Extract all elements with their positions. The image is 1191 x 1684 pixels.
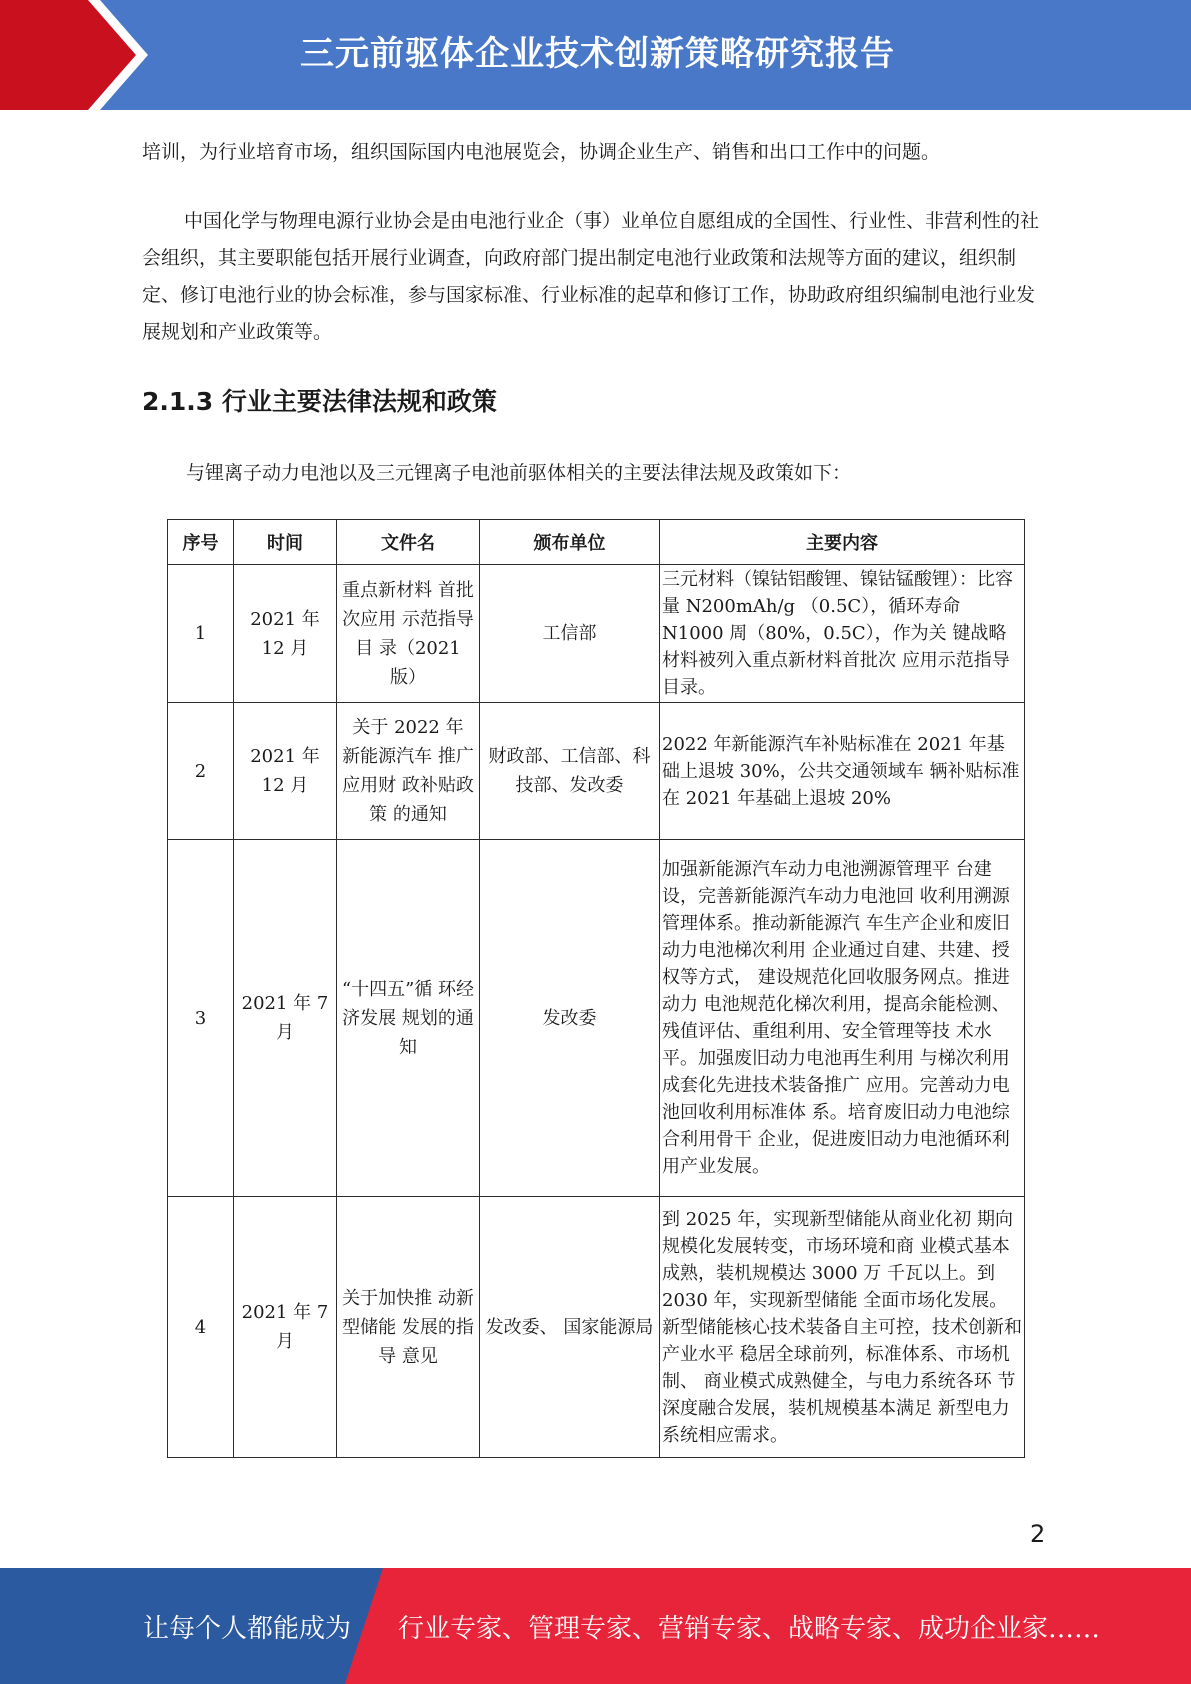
column-header-issuer: 颁布单位: [480, 520, 660, 565]
section-heading: 2.1.3 行业主要法律法规和政策: [142, 387, 497, 416]
cell-issuer: 发改委: [480, 840, 660, 1197]
paragraph-continuation: 培训，为行业培育市场，组织国际国内电池展览会，协调企业生产、销售和出口工作中的问题。: [142, 141, 941, 163]
column-header-content: 主要内容: [660, 520, 1025, 565]
page-footer: [0, 1568, 1191, 1684]
table-row: [168, 565, 1025, 703]
cell-issuer: 发改委、 国家能源局: [480, 1197, 660, 1458]
cell-issuer: 财政部、工信部、科技部、发改委: [480, 703, 660, 840]
cell-time: 2021 年 7 月: [234, 1197, 337, 1458]
table-header-row: [168, 520, 1025, 565]
cell-no: 1: [168, 565, 234, 703]
cell-document: 关于加快推 动新型储能 发展的指导 意见: [337, 1197, 480, 1458]
cell-document: 重点新材料 首批次应用 示范指导目 录（2021 版）: [337, 565, 480, 703]
header-title: 三元前驱体企业技术创新策略研究报告: [300, 34, 895, 74]
cell-no: 4: [168, 1197, 234, 1458]
table-row: [168, 840, 1025, 1197]
cell-document: “十四五”循 环经济发展 规划的通知: [337, 840, 480, 1197]
page-number: 2: [1030, 1520, 1046, 1548]
table-intro: 与锂离子动力电池以及三元锂离子电池前驱体相关的主要法律法规及政策如下：: [186, 462, 852, 484]
paragraph-association: 中国化学与物理电源行业协会是由电池行业企（事）业单位自愿组成的全国性、行业性、非营利性的社会组织，其主要职能包括开展行业调查，向政府部门提出制定电池行业政策和法规等方面的建议，组织制定、修订电池行业的协会标准，参与国家标准、行业标准的起草和修订工作，协助政府组织编制电池行业发展规划和产业政策等。: [142, 210, 1040, 343]
cell-content: 2022 年新能源汽车补贴标准在 2021 年基础上退坡 30%，公共交通领域车 辆补贴标准在 2021 年基础上退坡 20%: [660, 703, 1025, 840]
footer-slogan-right: 行业专家、管理专家、营销专家、战略专家、成功企业家……: [398, 1614, 1101, 1644]
cell-time: 2021 年 12 月: [234, 703, 337, 840]
cell-no: 3: [168, 840, 234, 1197]
column-header-document: 文件名: [337, 520, 480, 565]
policy-table: [167, 519, 1025, 1458]
cell-issuer: 工信部: [480, 565, 660, 703]
cell-content: 到 2025 年，实现新型储能从商业化初 期向规模化发展转变，市场环境和商 业模式基本成熟，装机规模达 3000 万 千瓦以上。到 2030 年，实现新型储能 全面市场化发展。新型储能核心技术装备自主可控，技术创新和产业水平 稳居全球前列，标准体系、市场机制、 商业模式成熟健全，与电力系统各环 节深度融合发展，装机规模基本满足 新型电力系统相应需求。: [660, 1197, 1025, 1458]
table-row: [168, 703, 1025, 840]
cell-time: 2021 年 12 月: [234, 565, 337, 703]
page-header: [0, 0, 1191, 110]
footer-slogan-left: 让每个人都能成为: [143, 1614, 352, 1644]
cell-content: 加强新能源汽车动力电池溯源管理平 台建设，完善新能源汽车动力电池回 收利用溯源管理体系。推动新能源汽 车生产企业和废旧动力电池梯次利用 企业通过自建、共建、授权等方式， 建设规范化回收服务网点。推进动力 电池规范化梯次利用，提高余能检测、 残值评估、重组利用、安全管理等技 术水平。加强废旧动力电池再生利用 与梯次利用成套化先进技术装备推广 应用。完善动力电池回收利用标准体 系。培育废旧动力电池综合利用骨干 企业，促进废旧动力电池循环利用产业发展。: [660, 840, 1025, 1197]
cell-time: 2021 年 7 月: [234, 840, 337, 1197]
cell-document: 关于 2022 年 新能源汽车 推广应用财 政补贴政策 的通知: [337, 703, 480, 840]
column-header-time: 时间: [234, 520, 337, 565]
cell-no: 2: [168, 703, 234, 840]
column-header-no: 序号: [168, 520, 234, 565]
table-row: [168, 1197, 1025, 1458]
cell-content: 三元材料（镍钴铝酸锂、镍钴锰酸锂）：比容量 N200mAh/g （0.5C），循环寿命 N1000 周（80%，0.5C），作为关 键战略材料被列入重点新材料首批次 应用示范指导目录。: [660, 565, 1025, 703]
header-red-arrow-decoration: [0, 0, 160, 110]
